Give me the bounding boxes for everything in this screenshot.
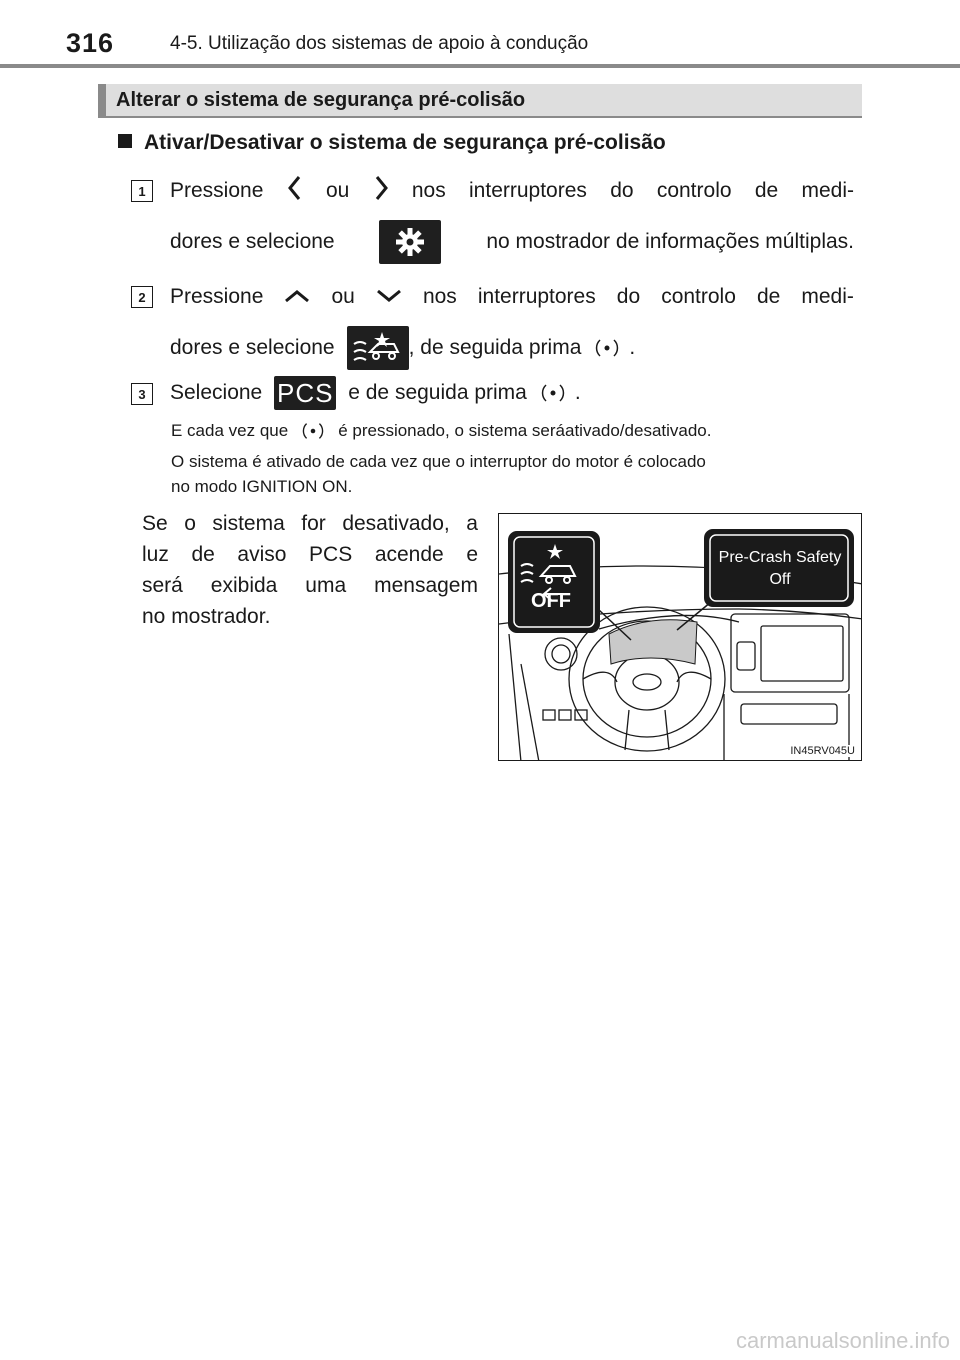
step-word: nos xyxy=(422,285,457,308)
note-1 xyxy=(171,420,711,442)
header-rule xyxy=(0,64,960,68)
word: exibida xyxy=(210,574,278,597)
step-text: , de seguida prima xyxy=(408,336,582,359)
word: luz xyxy=(142,543,169,566)
paragraph-line: no mostrador. xyxy=(142,605,271,628)
word: a xyxy=(466,512,478,535)
pcs-icon: PCS xyxy=(274,376,336,410)
figure-code: IN45RV045U xyxy=(790,745,855,757)
step-word: do xyxy=(610,179,634,202)
word: Se xyxy=(142,512,168,535)
step-word: do xyxy=(616,285,641,308)
chevron-up-icon xyxy=(284,285,310,309)
word: uma xyxy=(305,574,347,597)
word: e xyxy=(466,543,478,566)
chapter-title: 4-5. Utilização dos sistemas de apoio à condução xyxy=(170,33,589,54)
step-word: de xyxy=(754,179,779,202)
body-paragraph xyxy=(142,508,478,632)
step-word: ou xyxy=(331,285,355,308)
step-word: de xyxy=(756,285,781,308)
step-word: controlo xyxy=(656,179,732,202)
step-word: controlo xyxy=(661,285,736,308)
word: mensagem xyxy=(374,574,478,597)
watermark: carmanualsonline.info xyxy=(735,1328,950,1353)
step-text: e de seguida prima xyxy=(348,381,527,404)
display-callout xyxy=(705,530,853,606)
section-title: Alterar o sistema de segurança pré-colisão xyxy=(116,89,526,111)
section-accent xyxy=(98,84,106,116)
chevron-right-icon xyxy=(373,175,389,207)
step-word: Pressione xyxy=(170,285,264,308)
step-word: interruptores xyxy=(477,285,596,308)
pcs-off-label: OFF xyxy=(531,590,571,612)
cluster-highlight xyxy=(609,620,697,664)
note-2-line-2: no modo IGNITION ON. xyxy=(171,477,353,496)
word: for xyxy=(301,512,326,535)
step-3-line xyxy=(170,376,581,410)
step-2-line-1 xyxy=(170,280,854,314)
gear-icon xyxy=(379,220,441,264)
step-text: dores e selecione xyxy=(170,336,335,359)
paragraph-line xyxy=(142,539,478,570)
section-title-bar xyxy=(98,84,862,118)
screen-message-line-2: Off xyxy=(769,571,791,588)
step-word: interruptores xyxy=(469,179,587,202)
step-number-3: 3 xyxy=(131,383,153,405)
paragraph-line xyxy=(142,570,478,601)
subheading-text: Ativar/Desativar o sistema de segurança pré-colisão xyxy=(144,131,666,154)
step-word: nos xyxy=(411,179,446,202)
step-word: ou xyxy=(325,179,350,202)
word: o xyxy=(184,512,196,535)
step-number-1: 1 xyxy=(131,180,153,202)
paragraph-line xyxy=(142,508,478,539)
word: de xyxy=(191,543,215,566)
subheading xyxy=(118,131,666,155)
step-text: dores e selecione xyxy=(170,230,335,253)
step-text: . xyxy=(629,336,636,359)
enter-dot-button-icon xyxy=(302,420,324,442)
step-word: medi- xyxy=(801,179,854,202)
step-1-line-2 xyxy=(170,220,854,264)
note-text: é pressionado, o sistema seráativado/desativado. xyxy=(338,421,712,440)
word: PCS xyxy=(309,543,353,566)
chevron-left-icon xyxy=(287,175,303,207)
pre-collision-car-icon xyxy=(347,326,409,370)
square-bullet-icon xyxy=(118,134,132,148)
chevron-down-icon xyxy=(376,285,402,309)
word: sistema xyxy=(212,512,285,535)
note-2-line-1: O sistema é ativado de cada vez que o interruptor do motor é colocado xyxy=(171,452,706,471)
enter-dot-button-icon xyxy=(595,336,619,360)
enter-dot-button-icon xyxy=(541,381,565,405)
word: aviso xyxy=(237,543,287,566)
step-text: . xyxy=(574,381,581,404)
word: acende xyxy=(374,543,444,566)
step-text: Selecione xyxy=(170,381,263,404)
step-text: no mostrador de informações múltiplas. xyxy=(486,230,854,253)
word: desativado, xyxy=(342,512,450,535)
screen-message-line-1: Pre-Crash Safety xyxy=(718,549,842,566)
step-word: Pressione xyxy=(170,179,264,202)
step-1-line-1 xyxy=(170,174,854,208)
step-2-line-2 xyxy=(170,326,635,370)
step-number-2: 2 xyxy=(131,286,153,308)
step-word: medi- xyxy=(801,285,854,308)
word: será xyxy=(142,574,183,597)
note-text: E cada vez que xyxy=(171,421,289,440)
page-number: 316 xyxy=(66,28,115,58)
